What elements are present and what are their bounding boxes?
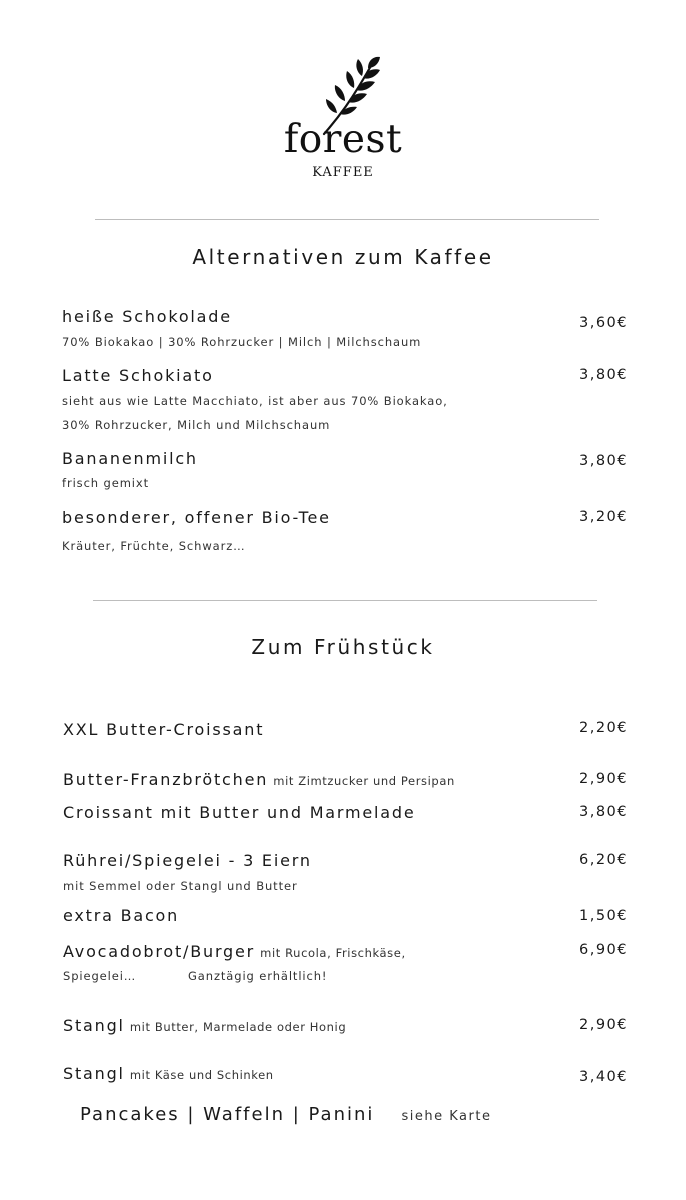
item-price: 2,90€ xyxy=(578,771,628,787)
item-price: 6,90€ xyxy=(578,942,628,958)
item-description: sieht aus wie Latte Macchiato, ist aber aus 70% Biokakao, xyxy=(62,394,448,408)
item-description: 70% Biokakao | 30% Rohrzucker | Milch | Milchschaum xyxy=(62,335,422,349)
section-title-breakfast: Zum Frühstück xyxy=(251,635,435,659)
item-name: extra Bacon xyxy=(63,906,180,925)
item-description: Spiegelei… xyxy=(63,969,137,983)
item-description: mit Zimtzucker und Persipan xyxy=(273,774,455,788)
item-price: 2,20€ xyxy=(578,720,628,736)
item-note: Ganztägig erhältlich! xyxy=(188,969,328,983)
item-name: XXL Butter-Croissant xyxy=(63,720,265,739)
footer-items: Pancakes | Waffeln | Panini xyxy=(80,1104,375,1125)
item-description: frisch gemixt xyxy=(62,476,150,490)
item-price: 3,80€ xyxy=(578,804,628,820)
item-name: Butter-Franzbrötchen xyxy=(63,770,269,789)
divider-middle xyxy=(93,600,597,601)
footer-note: siehe Karte xyxy=(401,1109,492,1124)
item-name: besonderer, offener Bio-Tee xyxy=(62,508,331,527)
item-price: 3,80€ xyxy=(578,367,628,383)
item-name: Bananenmilch xyxy=(62,449,198,468)
item-price: 3,40€ xyxy=(578,1069,628,1085)
item-price: 2,90€ xyxy=(578,1017,628,1033)
item-description: mit Käse und Schinken xyxy=(129,1068,274,1082)
footer-line xyxy=(80,1104,491,1125)
item-description: mit Semmel oder Stangl und Butter xyxy=(63,879,298,893)
item-name: Rührei/Spiegelei - 3 Eiern xyxy=(63,851,312,870)
brand-subtitle: KAFFEE xyxy=(312,165,374,180)
item-price: 6,20€ xyxy=(578,852,628,868)
item-price: 3,20€ xyxy=(578,509,628,525)
item-description: Kräuter, Früchte, Schwarz… xyxy=(62,539,246,553)
item-name: Avocadobrot/Burger xyxy=(63,942,256,961)
item-name: Stangl xyxy=(63,1064,125,1083)
item-description: mit Butter, Marmelade oder Honig xyxy=(129,1020,347,1034)
item-description: 30% Rohrzucker, Milch und Milchschaum xyxy=(62,418,331,432)
section-title-alternatives: Alternativen zum Kaffee xyxy=(192,245,494,269)
item-price: 3,60€ xyxy=(578,315,628,331)
item-price: 3,80€ xyxy=(578,453,628,469)
item-description: mit Rucola, Frischkäse, xyxy=(260,946,406,960)
divider-top xyxy=(95,219,599,220)
item-price: 1,50€ xyxy=(578,908,628,924)
brand-name: forest xyxy=(283,117,403,162)
item-name: Stangl xyxy=(63,1016,125,1035)
item-name: heiße Schokolade xyxy=(62,307,232,326)
item-name: Latte Schokiato xyxy=(62,366,214,385)
item-name: Croissant mit Butter und Marmelade xyxy=(63,803,416,822)
